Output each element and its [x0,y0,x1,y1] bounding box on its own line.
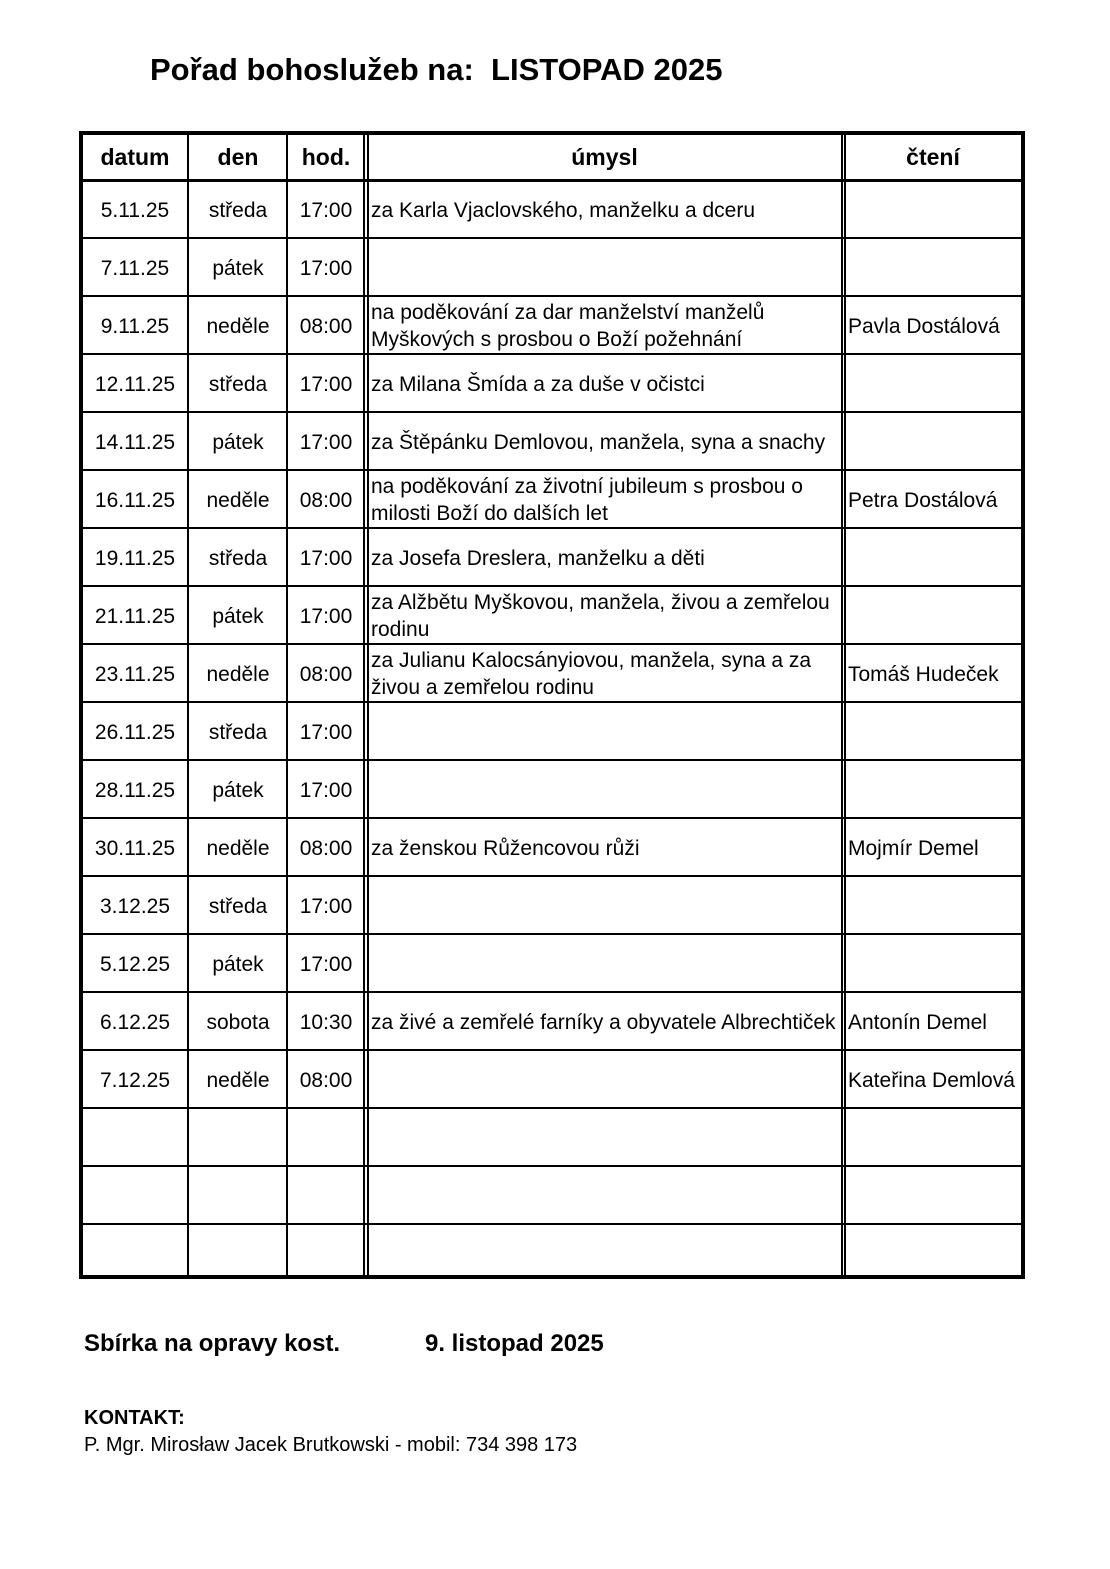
column-divider [286,135,288,1275]
cell-datum: 19.11.25 [94,546,176,570]
cell-datum: 7.11.25 [100,256,170,280]
cell-hod [289,1167,363,1225]
cell-hod: 08:00 [299,1068,353,1092]
cell-datum [83,1109,187,1167]
table-row [83,819,1021,877]
cell-datum: 3.12.25 [99,894,171,918]
cell-hod: 08:00 [299,314,353,338]
row-divider [83,179,1021,182]
header-datum: datum [100,143,170,170]
table-row [83,471,1021,529]
cell-hod: 17:00 [299,430,353,454]
cell-umysl: na poděkování za dar manželství manželů Myškových s prosbou o Boží požehnání [371,301,765,351]
table-row [83,935,1021,993]
cell-umysl: za živé a zemřelé farníky a obyvatele Albrechtiček [371,1010,836,1034]
cell-datum: 26.11.25 [94,720,176,744]
cell-datum: 7.12.25 [99,1068,171,1092]
column-divider [844,135,846,1275]
table-row [83,645,1021,703]
table-row [83,1109,1021,1167]
cell-datum [83,1225,187,1283]
cell-den: sobota [206,1010,270,1034]
row-divider [83,237,1021,239]
cell-umysl [368,703,841,761]
table-row [83,239,1021,297]
cell-den: neděle [206,314,270,338]
row-divider [83,817,1021,819]
cell-hod: 17:00 [299,198,353,222]
cell-datum: 5.12.25 [99,952,171,976]
cell-cteni: Antonín Demel [848,1010,987,1034]
table-row [83,297,1021,355]
table-row [83,993,1021,1051]
row-divider [83,1165,1021,1167]
cell-umysl [368,239,841,297]
cell-den: středa [208,372,268,396]
cell-cteni [845,703,1021,761]
table-row [83,703,1021,761]
cell-den [190,1225,286,1283]
cell-den: středa [208,720,268,744]
cell-den: středa [208,198,268,222]
cell-den: pátek [212,256,264,280]
cell-hod: 17:00 [299,604,353,628]
cell-umysl: za Alžbětu Myškovou, manžela, živou a zemřelou rodinu [371,591,830,641]
cell-hod: 17:00 [299,720,353,744]
header-den: den [217,143,259,170]
header-cteni: čtení [906,143,960,170]
row-divider [83,353,1021,355]
cell-umysl [368,1109,841,1167]
cell-den: středa [208,894,268,918]
collection-label: Sbírka na opravy kost. [84,1330,341,1357]
cell-den: neděle [206,488,270,512]
row-divider [83,1049,1021,1051]
cell-cteni: Tomáš Hudeček [848,662,999,686]
cell-datum: 21.11.25 [94,604,176,628]
cell-den: neděle [206,1068,270,1092]
cell-den: středa [208,546,268,570]
cell-datum: 9.11.25 [100,314,170,338]
cell-hod [289,1225,363,1283]
row-divider [83,1107,1021,1109]
cell-den: neděle [206,662,270,686]
cell-cteni [845,1109,1021,1167]
cell-cteni [845,529,1021,587]
column-divider [187,135,189,1275]
column-divider [367,135,369,1275]
cell-den [190,1167,286,1225]
cell-datum: 6.12.25 [99,1010,171,1034]
table-row [83,355,1021,413]
cell-den: neděle [206,836,270,860]
cell-cteni [845,877,1021,935]
cell-datum: 30.11.25 [94,836,176,860]
cell-datum: 14.11.25 [94,430,176,454]
cell-cteni [845,935,1021,993]
row-divider [83,585,1021,587]
cell-hod: 10:30 [299,1010,353,1034]
cell-hod: 17:00 [299,256,353,280]
row-divider [83,295,1021,297]
cell-umysl: na poděkování za životní jubileum s prosbou o milosti Boží do dalších let [371,475,803,525]
cell-cteni [845,181,1021,239]
cell-hod: 17:00 [299,952,353,976]
cell-datum: 5.11.25 [100,198,170,222]
cell-cteni: Mojmír Demel [848,836,979,860]
row-divider [83,469,1021,471]
cell-cteni [845,239,1021,297]
table-row [83,1051,1021,1109]
row-divider [83,875,1021,877]
cell-hod: 08:00 [299,836,353,860]
table-row [83,529,1021,587]
cell-umysl [368,1225,841,1283]
cell-hod: 17:00 [299,894,353,918]
cell-cteni [845,413,1021,471]
table-row [83,877,1021,935]
cell-umysl: za Julianu Kalocsányiovou, manžela, syna a za živou a zemřelou rodinu [371,649,812,699]
table-header-row [83,135,1021,179]
row-divider [83,759,1021,761]
cell-den: pátek [212,952,264,976]
schedule-table [79,131,1025,1279]
cell-cteni [845,761,1021,819]
cell-den: pátek [212,430,264,454]
cell-cteni: Pavla Dostálová [848,314,1000,338]
cell-umysl: za ženskou Růžencovou růži [371,836,640,860]
cell-umysl: za Štěpánku Demlovou, manžela, syna a snachy [371,430,826,454]
header-hod: hod. [301,143,351,170]
page-title: Pořad bohoslužeb na: LISTOPAD 2025 [150,52,723,87]
table-row [83,1167,1021,1225]
cell-datum: 16.11.25 [94,488,176,512]
cell-cteni [845,1167,1021,1225]
cell-den [190,1109,286,1167]
cell-datum: 23.11.25 [94,662,176,686]
cell-umysl [368,935,841,993]
table-row [83,761,1021,819]
cell-hod: 08:00 [299,488,353,512]
cell-den: pátek [212,778,264,802]
row-divider [83,411,1021,413]
row-divider [83,933,1021,935]
table-row [83,1225,1021,1283]
cell-cteni [845,587,1021,645]
row-divider [83,527,1021,529]
row-divider [83,1223,1021,1225]
table-row [83,181,1021,239]
cell-hod: 17:00 [299,372,353,396]
cell-umysl: za Josefa Dreslera, manželku a děti [371,546,705,570]
cell-umysl [368,877,841,935]
cell-den: pátek [212,604,264,628]
cell-datum [83,1167,187,1225]
cell-hod: 17:00 [299,546,353,570]
cell-cteni: Kateřina Demlová [848,1068,1015,1092]
cell-umysl [368,1167,841,1225]
contact-heading: KONTAKT: [84,1407,185,1429]
cell-cteni [845,355,1021,413]
cell-umysl: za Milana Šmída a za duše v očistci [371,372,705,396]
row-divider [83,991,1021,993]
contact-line: P. Mgr. Mirosław Jacek Brutkowski - mobil: 734 398 173 [84,1434,578,1456]
cell-umysl: za Karla Vjaclovského, manželku a dceru [371,198,756,222]
cell-hod: 17:00 [299,778,353,802]
table-row [83,587,1021,645]
cell-datum: 12.11.25 [94,372,176,396]
cell-datum: 28.11.25 [94,778,176,802]
row-divider [83,701,1021,703]
cell-cteni: Petra Dostálová [848,488,998,512]
cell-umysl [368,761,841,819]
cell-hod [289,1109,363,1167]
header-umysl: úmysl [571,143,638,170]
column-divider [363,135,365,1275]
cell-hod: 08:00 [299,662,353,686]
collection-date: 9. listopad 2025 [425,1330,604,1357]
cell-cteni [845,1225,1021,1283]
row-divider [83,643,1021,645]
table-row [83,413,1021,471]
cell-umysl [368,1051,841,1109]
column-divider [841,135,843,1275]
